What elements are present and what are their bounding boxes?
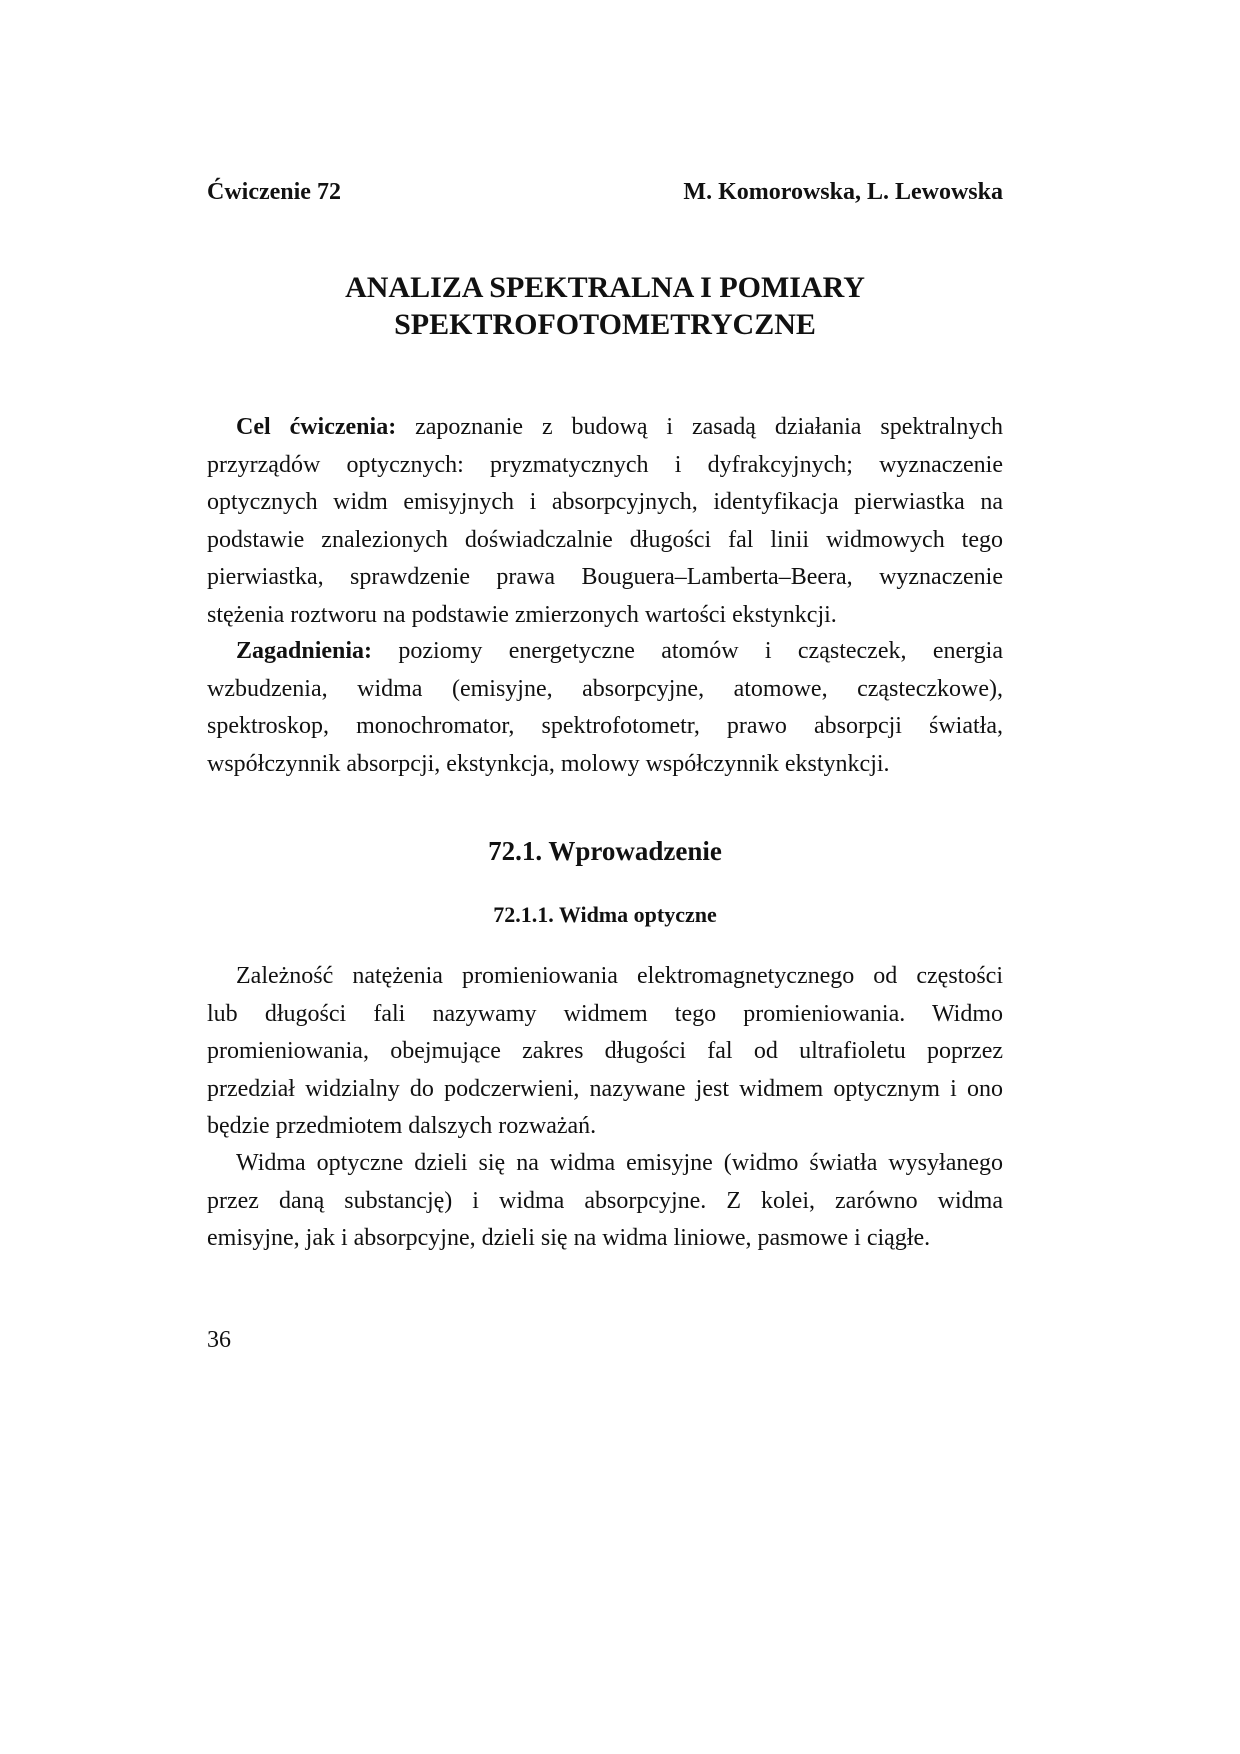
goal-paragraph — [207, 409, 1003, 634]
paragraph-line: Widma optyczne dzieli się na widma emisyjne (widmo światła wysyłanego — [236, 1150, 1003, 1176]
paragraph-line: lub długości fali nazywamy widmem tego promieniowania. Widmo — [207, 1000, 1003, 1027]
title-line: ANALIZA SPEKTRALNA I POMIARY — [345, 271, 865, 304]
exercise-number: Ćwiczenie 72 — [207, 179, 341, 205]
paragraph-line: stężenia roztworu na podstawie zmierzonych wartości ekstynkcji. — [207, 601, 837, 628]
intro-paragraph-2 — [207, 1145, 1003, 1258]
paragraph-line: przyrządów optycznych: pryzmatycznych i dyfrakcyjnych; wyznaczenie — [207, 451, 1003, 478]
paragraph-line: emisyjne, jak i absorpcyjne, dzieli się na widma liniowe, pasmowe i ciągłe. — [207, 1225, 931, 1251]
line-text: poziomy energetyczne atomów i cząsteczek, energia — [372, 638, 1003, 664]
paragraph-line: wzbudzenia, widma (emisyjne, absorpcyjne, atomowe, cząsteczkowe), — [207, 675, 1003, 702]
topics-label: Zagadnienia: — [236, 638, 373, 664]
paragraph-line: optycznych widm emisyjnych i absorpcyjnych, identyfikacja pierwiastka na — [207, 489, 1003, 515]
paragraph-line: przez daną substancję) i widma absorpcyjne. Z kolei, zarówno widma — [207, 1187, 1003, 1214]
subsection-heading: 72.1.1. Widma optyczne — [493, 902, 717, 927]
paragraph-line — [207, 409, 1003, 447]
goal-label: Cel ćwiczenia: — [236, 414, 397, 440]
paragraph-line: Zależność natężenia promieniowania elektromagnetycznego od częstości — [236, 963, 1003, 989]
paragraph-line: promieniowania, obejmujące zakres długości fal od ultrafioletu poprzez — [207, 1038, 1003, 1064]
topics-paragraph — [207, 633, 1003, 783]
title-line: SPEKTROFOTOMETRYCZNE — [394, 308, 816, 341]
intro-paragraph-1 — [207, 958, 1003, 1146]
paragraph-line — [207, 633, 1003, 671]
section-heading: 72.1. Wprowadzenie — [488, 836, 722, 866]
line-text: zapoznanie z budową i zasadą działania spektralnych — [396, 414, 1003, 440]
paragraph-line: współczynnik absorpcji, ekstynkcja, molowy współczynnik ekstynkcji. — [207, 750, 890, 777]
paragraph-line: będzie przedmiotem dalszych rozważań. — [207, 1113, 597, 1139]
paragraph-line: spektroskop, monochromator, spektrofotometr, prawo absorpcji światła, — [207, 713, 1003, 739]
paragraph-line: przedział widzialny do podczerwieni, nazywane jest widmem optycznym i ono — [207, 1075, 1003, 1102]
paragraph-line: pierwiastka, sprawdzenie prawa Bouguera–Lamberta–Beera, wyznaczenie — [207, 564, 1003, 590]
paragraph-line: podstawie znalezionych doświadczalnie długości fal linii widmowych tego — [207, 526, 1003, 553]
page-title — [0, 269, 1240, 343]
page-number: 36 — [207, 1327, 231, 1353]
authors: M. Komorowska, L. Lewowska — [683, 179, 1003, 205]
